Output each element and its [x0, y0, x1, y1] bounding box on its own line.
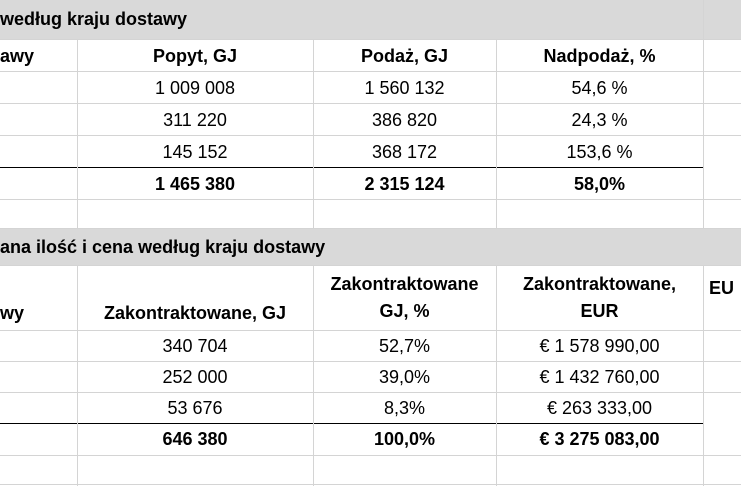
header-eur-partial[interactable]: EU [709, 278, 735, 298]
cell-oversupply[interactable]: 54,6 % [571, 77, 628, 98]
total-contracted-gj[interactable]: 646 380 [162, 429, 228, 449]
grid-line [0, 455, 741, 456]
header-line-1: Zakontraktowane [330, 274, 479, 294]
section1-row-2 [0, 104, 741, 136]
grid-line [0, 228, 741, 229]
cell-contracted-eur[interactable]: € 263 333,00 [546, 398, 653, 418]
section1-header-row [0, 40, 741, 72]
cell-demand[interactable]: 311 220 [163, 109, 227, 130]
header-contracted-pct[interactable] [313, 266, 496, 330]
section2-total-row [0, 424, 741, 455]
grid-line [0, 71, 741, 72]
header-line-1: Zakontraktowane, [522, 274, 677, 294]
cell-supply[interactable]: 386 820 [371, 109, 438, 130]
section1-title[interactable]: według kraju dostawy [0, 9, 188, 29]
section1-title-row [0, 0, 741, 39]
grid-line [496, 39, 497, 229]
grid-line [0, 392, 741, 393]
header-line-2: GJ, % [379, 301, 430, 321]
total-contracted-pct[interactable]: 100,0% [373, 429, 436, 449]
grid-line [0, 39, 741, 40]
grid-line [313, 265, 314, 486]
header-country[interactable]: awy [0, 45, 35, 66]
total-demand[interactable]: 1 465 380 [154, 173, 236, 194]
total-oversupply[interactable]: 58,0% [573, 173, 626, 194]
header-line-2: EUR [580, 301, 619, 321]
grid-line [0, 484, 741, 485]
cell-contracted-pct[interactable]: 39,0% [378, 367, 431, 387]
total-separator-line [0, 423, 703, 424]
grid-line [313, 39, 314, 229]
cell-supply[interactable]: 1 560 132 [364, 77, 445, 98]
cell-demand[interactable]: 1 009 008 [154, 77, 236, 98]
grid-line [0, 265, 741, 266]
header-demand[interactable]: Popyt, GJ [152, 45, 237, 66]
header-oversupply[interactable]: Nadpodaż, % [543, 45, 656, 66]
total-supply[interactable]: 2 315 124 [364, 173, 445, 194]
header-country[interactable]: wy [0, 303, 25, 323]
section2-header-row [0, 266, 741, 330]
cell-contracted-eur[interactable]: € 1 578 990,00 [539, 336, 660, 356]
cell-oversupply[interactable]: 153,6 % [566, 141, 633, 162]
grid-line [0, 330, 741, 331]
cell-contracted-eur[interactable]: € 1 432 760,00 [539, 367, 660, 387]
header-supply[interactable]: Podaż, GJ [360, 45, 449, 66]
header-contracted-eur[interactable] [496, 266, 703, 330]
cell-oversupply[interactable]: 24,3 % [571, 109, 628, 130]
grid-line [0, 361, 741, 362]
section1-row-1 [0, 72, 741, 104]
grid-line [77, 265, 78, 486]
grid-line [0, 103, 741, 104]
spacer-row [0, 200, 741, 228]
cell-contracted-pct[interactable]: 52,7% [378, 336, 431, 356]
header-contracted-gj[interactable]: Zakontraktowane, GJ [103, 303, 287, 323]
cell-contracted-gj[interactable]: 252 000 [162, 367, 228, 387]
section1-total-row [0, 168, 741, 200]
total-separator-line [0, 167, 703, 168]
cell-supply[interactable]: 368 172 [371, 141, 438, 162]
grid-line [0, 199, 741, 200]
section2-title[interactable]: ana ilość i cena według kraju dostawy [0, 236, 326, 257]
cell-contracted-pct[interactable]: 8,3% [383, 398, 426, 418]
grid-line [77, 39, 78, 229]
section2-row-2 [0, 362, 741, 393]
total-contracted-eur[interactable]: € 3 275 083,00 [539, 429, 660, 449]
section2-row-3 [0, 393, 741, 424]
cell-contracted-gj[interactable]: 53 676 [167, 398, 223, 418]
section2-row-1 [0, 331, 741, 362]
grid-line [0, 135, 741, 136]
cell-contracted-gj[interactable]: 340 704 [162, 336, 228, 356]
section1-row-3 [0, 136, 741, 168]
section2-title-row [0, 229, 741, 265]
grid-line [703, 265, 704, 486]
cell-demand[interactable]: 145 152 [162, 141, 228, 162]
grid-line [496, 265, 497, 486]
grid-line [703, 0, 704, 229]
